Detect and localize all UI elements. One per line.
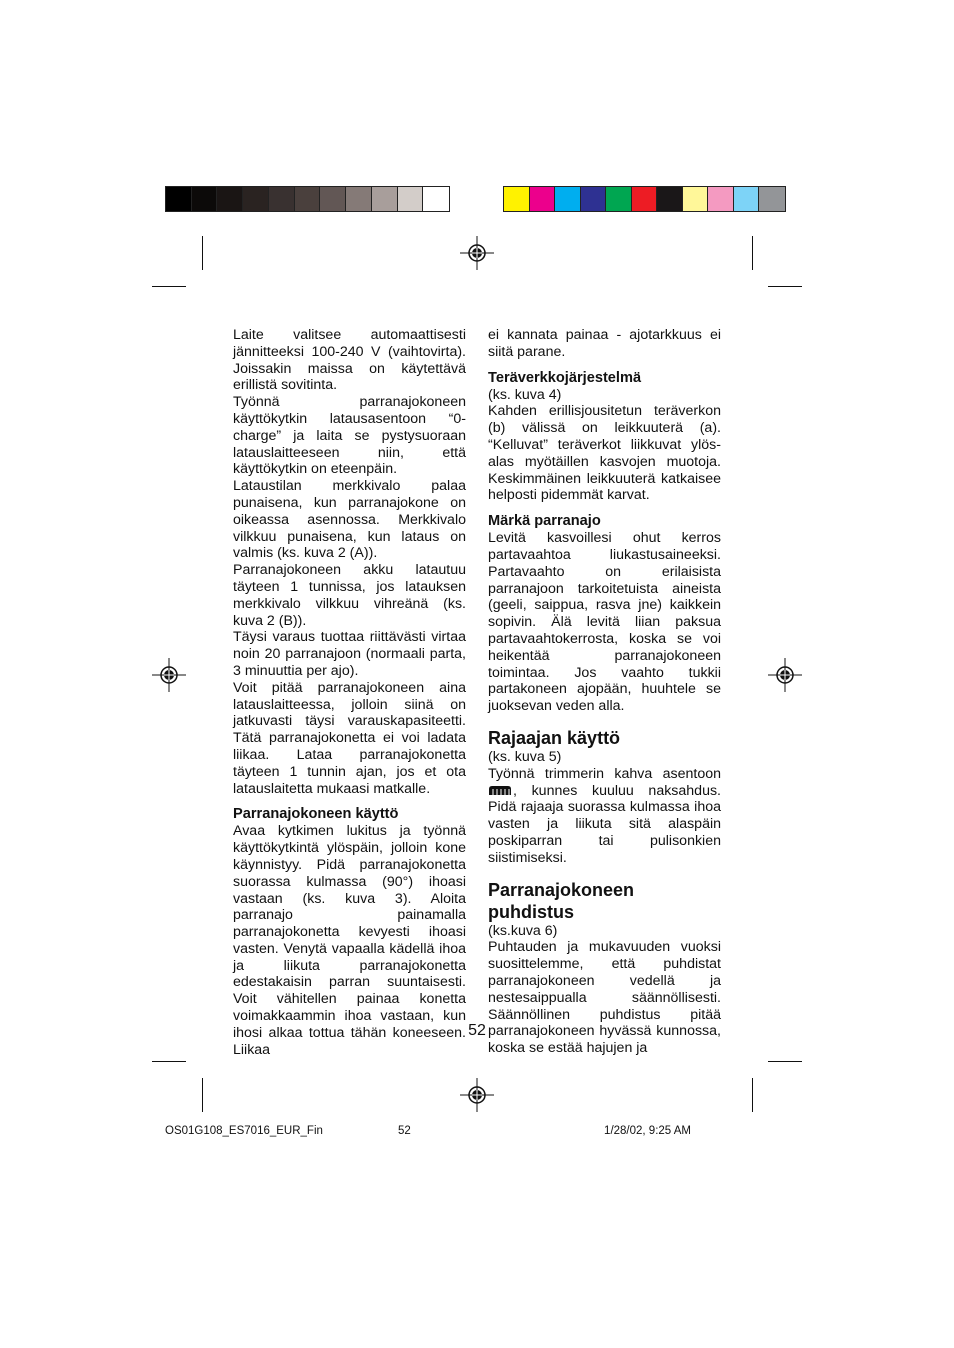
color-swatch-bar (503, 186, 786, 212)
color-swatch (708, 187, 734, 211)
paragraph-cleaning: Puhtauden ja mukavuuden vuoksi suosittelemme, että puhdistat parranajokoneen vedellä ja nestesaippualla säännöllisesti. Säännöllinen puhdistus pitää parranajokoneen hyvässä kunnossa, koska se estää hajujen ja (488, 939, 721, 1057)
heading-cleaning: Parranajokoneen puhdistus (488, 879, 635, 922)
color-swatch (269, 187, 295, 211)
color-swatch (398, 187, 424, 211)
crop-mark (752, 1078, 753, 1112)
trimmer-text-after: , kunnes kuuluu naksahdus. Pidä rajaaja suorassa kulmassa ihoa vasten ja liikuta sitä alaspäin poskiparran tai pulisonkien siistimiseksi. (488, 782, 721, 866)
paragraph-charging-position: Työnnä parranajokoneen käyttökytkin latausasentoon “0-charge” ja laita se pystysuoraan latauslaitteeseen niin, että käyttökytkin on eteenpäin. (233, 394, 466, 478)
crop-mark (152, 1061, 186, 1062)
grayscale-swatch-bar (165, 186, 450, 212)
print-slug-footer (165, 1125, 691, 1141)
color-swatch (632, 187, 658, 211)
color-swatch (606, 187, 632, 211)
trimmer-position-icon (488, 785, 512, 796)
color-swatch (320, 187, 346, 211)
crop-mark (202, 1078, 203, 1112)
figure-reference: (ks. kuva 4) (488, 386, 562, 403)
crop-mark (202, 236, 203, 270)
trimmer-text-before: Työnnä trimmerin kahva asentoon (488, 765, 721, 782)
color-swatch (295, 187, 321, 211)
heading-blade-system: Teräverkkojärjestelmä (488, 369, 642, 386)
heading-trimmer-usage: Rajaajan käyttö (488, 727, 621, 748)
color-swatch (530, 187, 556, 211)
color-swatch (657, 187, 683, 211)
color-swatch (192, 187, 218, 211)
paragraph-keep-in-charger: Voit pitää parranajokoneen aina latauslaitteessa, jolloin siinä on jatkuvasti täysi varauskapasiteetti. Tätä parranajokonetta ei voi ladata liikaa. Lataa parranajokonetta täyteen 1 tunnin ajan, jos et ota latauslaitetta mukaasi matkalle. (233, 679, 466, 797)
color-swatch (243, 187, 269, 211)
paragraph-voltage: Laite valitsee automaattisesti jännitteeksi 100-240 V (vaihtovirta). Joissakin maissa on käytettävä erillistä sovitinta. (233, 327, 466, 394)
paragraph-charge-indicator: Lataustilan merkkivalo palaa punaisena, kun parranajokone on oikeassa asennossa. Merkkivalo vilkkuu punaisena, kun lataus on valmis (ks. kuva 2 (A)). (233, 478, 466, 562)
right-column (488, 327, 721, 1057)
left-column (233, 327, 466, 1058)
color-swatch (581, 187, 607, 211)
registration-mark-icon (460, 1078, 494, 1112)
color-swatch (504, 187, 530, 211)
registration-mark-icon (460, 236, 494, 270)
color-swatch (555, 187, 581, 211)
heading-wet-shaving: Märkä parranajo (488, 513, 601, 530)
crop-mark (752, 236, 753, 270)
color-swatch (217, 187, 243, 211)
figure-reference: (ks.kuva 6) (488, 922, 558, 939)
paragraph-shaves-per-charge: Täysi varaus tuottaa riittävästi virtaa noin 20 parranajoon (normaali parta, 3 minuuttia per ajo). (233, 629, 466, 679)
paragraph-full-charge-time: Parranajokoneen akku latautuu täyteen 1 tunnissa, jos latauksen merkkivalo vilkkuu vihreänä (ks. kuva 2 (B)). (233, 562, 466, 629)
paragraph-pressure: ei kannata painaa - ajotarkkuus ei siitä parane. (488, 327, 721, 360)
page-number: 52 (468, 1022, 486, 1039)
color-swatch (166, 187, 192, 211)
footer-page: 52 (398, 1125, 411, 1137)
crop-mark (768, 1061, 802, 1062)
color-swatch (734, 187, 760, 211)
paragraph-shaver-usage: Avaa kytkimen lukitus ja työnnä käyttökytkintä ylöspäin, jolloin kone käynnistyy. Pidä parranajokonetta suorassa kulmassa (90°) ihoasi vastaan (ks. kuva 3). Aloita parranajo painamalla parranajokonetta kevyesti ihoasi vasten. Venytä vapaalla kädellä ihoa ja liikuta parranajokonetta edestakaisin parran suuntaisesti. Voit vähitellen painaa konetta voimakkaammin ihoa vastaan, kun ihosi alkaa tottua tähän koneeseen. Liikaa (233, 823, 466, 1058)
color-swatch (372, 187, 398, 211)
color-swatch (346, 187, 372, 211)
crop-mark (152, 286, 186, 287)
paragraph-blade-system: Kahden erillisjousitetun teräverkon (b) välissä on leikkuuterä (a). “Kelluvat” teräverkot liikkuvat ylös-alas myötäillen kasvojen muotoja. Keskimmäinen leikkuuterä katkaisee helposti pidemmät karvat. (488, 403, 721, 504)
color-swatch (683, 187, 709, 211)
color-swatch (423, 187, 449, 211)
heading-shaver-usage: Parranajokoneen käyttö (233, 806, 399, 823)
figure-reference: (ks. kuva 5) (488, 748, 562, 765)
crop-mark (768, 286, 802, 287)
registration-mark-icon (768, 658, 802, 692)
footer-filename: OS01G108_ES7016_EUR_Fin (165, 1125, 323, 1137)
registration-mark-icon (152, 658, 186, 692)
footer-date: 1/28/02, 9:25 AM (604, 1125, 691, 1137)
paragraph-wet-shaving: Levitä kasvoillesi ohut kerros partavaahtoa liukastusaineeksi. Partavaahto on erilaisista parranajoon tarkoitetuista aineista (geeli, saippua, rasva jne) kaikkein sopivin. Älä levitä liian paksua partavaahtokerrosta, koska se voi heikentää parranajokoneen toimintaa. Jos vaahto tukkii partakoneen ajopään, huuhtele se juoksevan veden alla. (488, 530, 721, 715)
paragraph-trimmer-usage (488, 766, 721, 867)
color-swatch (759, 187, 785, 211)
